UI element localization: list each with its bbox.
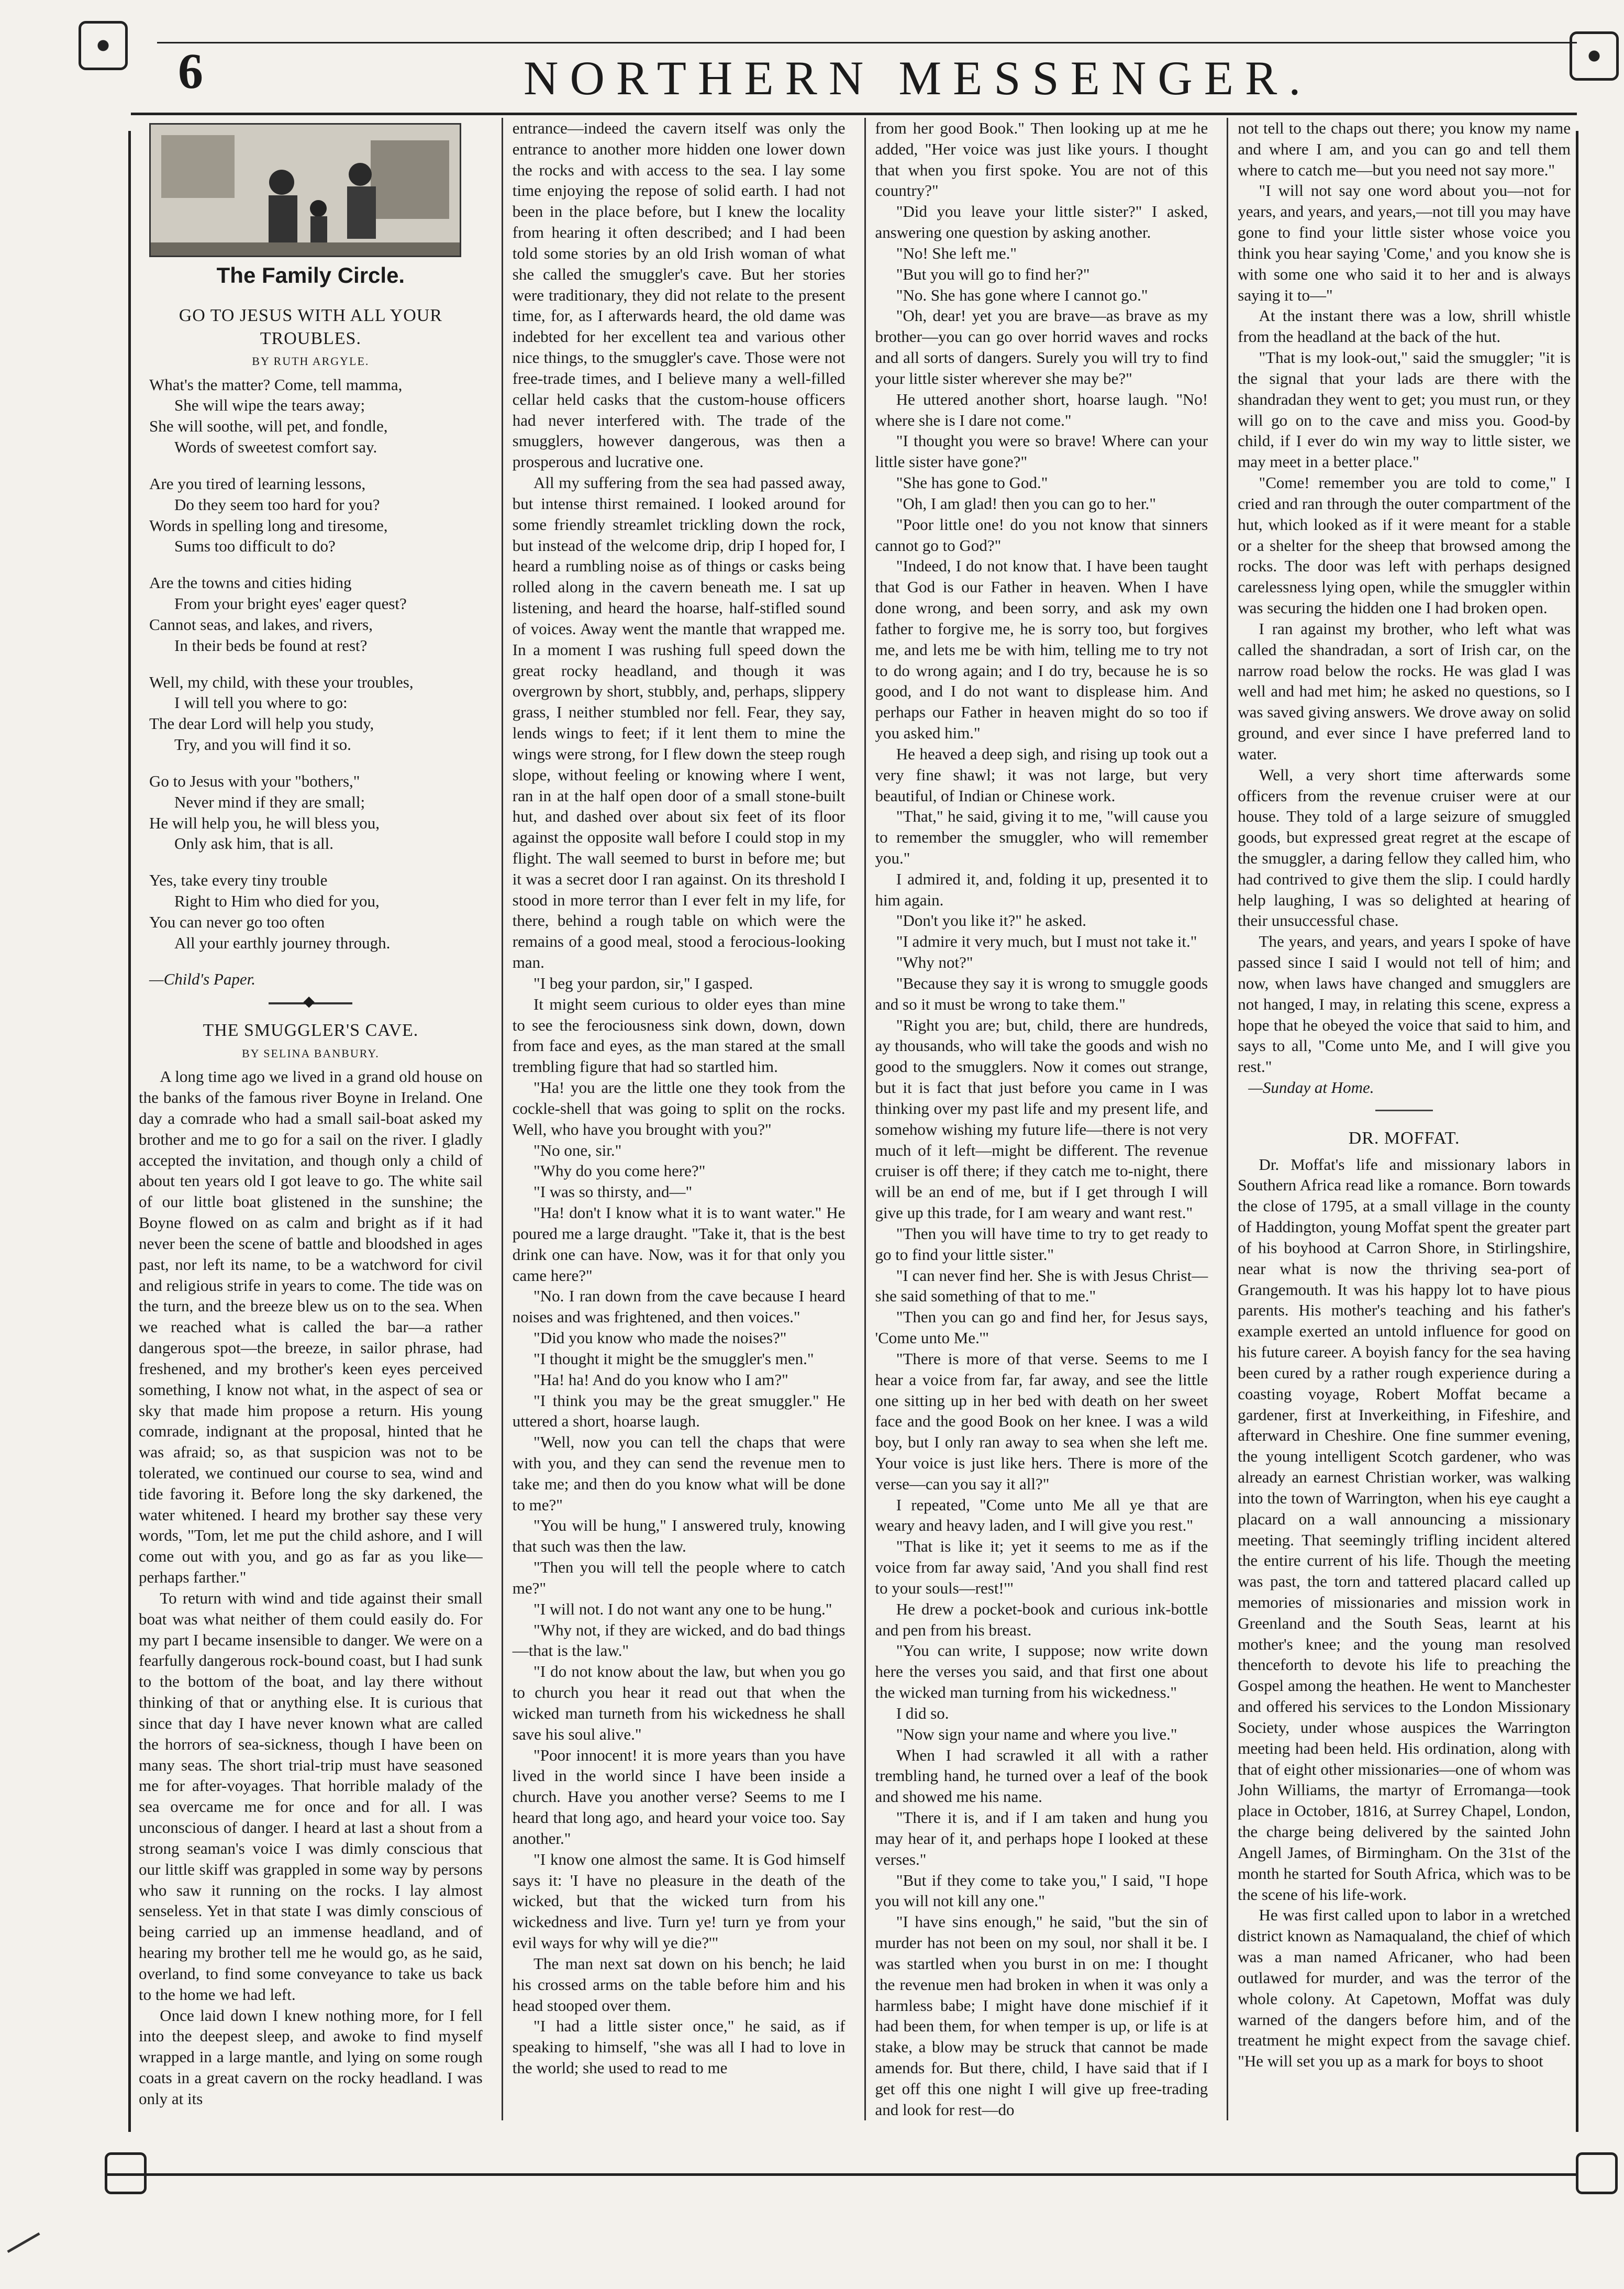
paragraph: At the instant there was a low, shrill whistle from the headland at the back of the hut. (1238, 306, 1571, 346)
poem-stanza (149, 870, 483, 953)
story-part-3 (875, 118, 1208, 2120)
poem-stanza (149, 572, 483, 656)
paragraph: "Why do you come here?" (533, 1162, 706, 1180)
poem-author: BY RUTH ARGYLE. (252, 355, 370, 368)
left-border (128, 131, 131, 2132)
paragraph: "Then you will have time to try to get ready to go to find your little sister." (875, 1224, 1208, 1264)
moffat-article (1238, 1154, 1571, 2072)
paragraph: When I had scrawled it all with a rather trembling hand, he turned over a leaf of the book and showed me his name. (875, 1745, 1208, 1806)
paragraph: "I think you may be the great smuggler." He uttered a short, hoarse laugh. (512, 1391, 846, 1431)
separator (1375, 1110, 1433, 1111)
paragraph: "Ha! don't I know what it is to want water." He poured me a large draught. "Take it, that is the best drink one can have. Now, was it for that only you came here?" (512, 1203, 846, 1285)
paragraph: "Well, now you can tell the chaps that were with you, and they can send the revenue men to take me; and then do you know what will be done to me?" (512, 1433, 846, 1514)
paragraph: "Ha! ha! And do you know who I am?" (533, 1370, 788, 1389)
paragraph: "Ha! you are the little one they took from the cockle-shell that was going to split on the rocks. Well, who have you brought with you?" (512, 1078, 846, 1138)
poem-line: Words in spelling long and tiresome, (149, 516, 388, 535)
paragraph: "There it is, and if I am taken and hung you may hear of it, and perhaps hope I looked at these verses." (875, 1808, 1208, 1868)
paragraph: He heaved a deep sigh, and rising up took out a very fine shawl; it was not large, but very beautiful, of Indian or Chinese work. (875, 744, 1208, 805)
paragraph: "Did you know who made the noises?" (533, 1329, 787, 1347)
paragraph: I did so. (896, 1704, 949, 1722)
paragraph: I ran against my brother, who left what was called the shandradan, a sort of Irish car, on the narrow road below the rocks. He was glad I was well and had met him; he asked no questions, so I was saved giving answers. We drove away on solid ground, and ever since I have preferred land to water. (1238, 619, 1571, 763)
paragraph: "No. I ran down from the cave because I heard noises and was frightened, and then voices." (512, 1287, 846, 1326)
paragraph: "Oh, dear! yet you are brave—as brave as my brother—you can go over horrid waves and rocks and all sorts of dangers. Surely you will try to find your little sister wherever she may be?" (875, 306, 1208, 388)
paragraph: "She has gone to God." (896, 473, 1048, 492)
page-mark (7, 2232, 40, 2253)
poem-line: Words of sweetest comfort say. (174, 438, 377, 457)
story-title: THE SMUGGLER'S CAVE. (203, 1021, 419, 1041)
paragraph: not tell to the chaps out there; you know my name and where I am, and you can go and tell them where to catch me—but you need not say more." (1238, 119, 1571, 179)
paragraph: He drew a pocket-book and curious ink-bottle and pen from his breast. (875, 1599, 1208, 1639)
poem-line: Try, and you will find it so. (174, 735, 351, 754)
paragraph: A long time ago we lived in a grand old house on the banks of the famous river Boyne in Ireland. One day a comrade who had a small sail-boat asked my brother and me to go for a sail on the river. I gladly accepted the invitation, and though only a child of about ten years old I got leave to go. The white sail of our little boat glistened in the sunshine; the Boyne flowed on as calm and bright as if it had never been the scene of battle and bloodshed in ages past, nor left its name, to be a watchword for civil and religious strife in years to come. The tide was on the turn, and the breeze blew us on to the sea. When we reached what is called the bar—a rather dangerous spot—the breeze, in sailor phrase, had freshened, and my brother's keen eyes perceived something, I know not what, in the aspect of sea or sky that made him propose a return. His young comrade, indignant at the proposal, hinted that he was afraid; so, as that suspicion was not to be tolerated, we continued our course to sea, wind and tide favoring it. Before long the sky darkened, the water whitened. I heard my brother say these very words, "Tom, let me put the child ashore, and I will come out with you, and go as far as you like—perhaps farther." (139, 1067, 483, 1587)
poem-line: Yes, take every tiny trouble (149, 871, 328, 890)
paragraph: All my suffering from the sea had passed away, but intense thirst remained. I looked around for some friendly streamlet trickling down the rock, but instead of the welcome drip, drip I hoped for, I heard a rumbling noise as of things or casks being rolled along in the cavern beneath me. I sat up listening, and heard the hoarse, half-stifled sound of voices. Away went the mantle that wrapped me. In a moment I was rushing full speed down the great rocky headland, and though it was overgrown by short, stubbly, and, perhaps, slippery grass, I neither stumbled nor fell. Fear, they say, lends wings to feet; if it lent them to mine the wings were strong, for I flew down the steep rough slope, without feeling or knowing where I went, ran in at the half open door of a small stone-built hut, and dashed over about six feet of its floor against the opposite wall before I could stop in my flight. The wall seemed to burst in before me; but it was a secret door I ran against. On its threshold I stood in more terror than I ever felt in my life, for there, behind a rough table on which were the remains of a good meal, stood a ferocious-looking man. (512, 473, 846, 972)
column-1 (139, 118, 483, 2120)
paragraph: The man next sat down on his bench; he laid his crossed arms on the table before him and his head stooped over them. (512, 1954, 846, 2015)
poem-line: From your bright eyes' eager quest? (174, 594, 407, 613)
bottom-left-ornament (105, 2152, 147, 2194)
poem-line: Well, my child, with these your troubles, (149, 672, 414, 691)
paragraph: "I can never find her. She is with Jesus Christ—she said something of that to me." (875, 1266, 1208, 1306)
paragraph: He was first called upon to labor in a wretched district known as Namaqualand, the chief of which was a man named Africaner, who had been outlawed for murder, and was the terror of the whole colony. At Capetown, Moffat was duly warned of the dangers before him, and of the treatment he might expect from the savage chief. "He will set you up as a mark for boys to shoot (1238, 1906, 1571, 2071)
paragraph: "Why not?" (896, 953, 973, 972)
top-left-ornament (79, 21, 128, 70)
paragraph: "Right you are; but, child, there are hundreds, ay thousands, who will take the goods and wish no good to the smugglers. Now it comes out strange, but it is fact that just before you came in I was thinking over my past life and my present life, and somehow wishing my future life—there is not very much of it left—might be different. The revenue cruiser is off there; if they catch me to-night, there will be an end of me, but if I get through I will give up this trade, for I am weary and want rest." (875, 1015, 1208, 1222)
paragraph: "Indeed, I do not know that. I have been taught that God is our Father in heaven. When I have done wrong, and been sorry, and ask my own father to forgive me, he is sorry too, but forgives me, and lets me be with him, telling me to try not to do wrong again; and I do try, because he is so good, and I do not want to displease him. And perhaps our Father in heaven might do so too if you asked him." (875, 557, 1208, 743)
poem-stanza (149, 771, 483, 854)
paragraph: It might seem curious to older eyes than mine to see the ferociousness sink down, down, down from face and eyes, as the man stared at the small trembling figure that had so startled him. (512, 994, 846, 1076)
poem-source: —Child's Paper. (149, 970, 255, 989)
paragraph: "No! She left me." (896, 244, 1017, 262)
bottom-border (105, 2173, 1577, 2176)
paragraph: "I had a little sister once," he said, as if speaking to himself, "she was all I had to love in the world; she used to read to me (512, 2017, 846, 2077)
paragraph: "I thought it might be the smuggler's men." (533, 1349, 814, 1368)
paragraph: "I will not. I do not want any one to be hung." (533, 1599, 832, 1618)
poem-line: All your earthly journey through. (174, 933, 391, 952)
poem-stanza (149, 672, 483, 755)
poem-line: Are you tired of learning lessons, (149, 474, 366, 493)
paragraph: "I will not say one word about you—not for years, and years, and years,—not till you may have gone to find your little sister whose voice you think you hear saying 'Come,' and you know she is with some one who said it to her and is always saying it to—" (1238, 181, 1571, 304)
paragraph: "That is like it; yet it seems to me as if the voice from far away said, 'And you shall find rest to your souls—rest!'" (875, 1537, 1208, 1597)
poem-line: Go to Jesus with your "bothers," (149, 771, 360, 790)
paragraph: "I was so thirsty, and—" (533, 1182, 693, 1201)
paragraph: "Come! remember you are told to come," I cried and ran through the outer compartment of the hut, which looked as if it were meant for a stable or a shelter for the sheep that browsed among the rocks. The door was left with perhaps designed carelessness lying open, while the smuggler within was securing the hidden one I had broken open. (1238, 473, 1571, 617)
moffat-title: DR. MOFFAT. (1348, 1128, 1460, 1148)
paragraph: "But if they come to take you," I said, "I hope you will not kill any one." (875, 1871, 1208, 1910)
poem-stanza (149, 374, 483, 458)
paragraph: "That," he said, giving it to me, "will cause you to remember the smuggler, who will remember you." (875, 807, 1208, 867)
poem-line: Only ask him, that is all. (174, 834, 333, 853)
paragraph: I repeated, "Come unto Me all ye that are weary and heavy laden, and I will give you rest." (875, 1495, 1208, 1535)
column-3 (864, 118, 1208, 2120)
paragraph: "Because they say it is wrong to smuggle goods and so it must be wrong to take them." (875, 974, 1208, 1013)
paragraph: "I beg your pardon, sir," I gasped. (533, 974, 753, 992)
separator (269, 1002, 352, 1004)
right-border (1576, 131, 1578, 2132)
poem-line: Are the towns and cities hiding (149, 573, 352, 592)
poem-stanzas (139, 374, 483, 954)
poem-line: He will help you, he will bless you, (149, 813, 380, 832)
paragraph: "Poor little one! do you not know that sinners cannot go to God?" (875, 515, 1208, 555)
top-border (131, 113, 1577, 115)
paragraph: Once laid down I knew nothing more, for I fell into the deepest sleep, and awoke to find myself wrapped in a large mantle, and lying on some rough coats in a great cavern on the rocky headland. I was only at its (139, 2006, 483, 2108)
paragraph: from her good Book." Then looking up at me he added, "Her voice was just like yours. I thought that when you first spoke. You are not of this country?" (875, 119, 1208, 200)
poem-line: What's the matter? Come, tell mamma, (149, 375, 403, 394)
paragraph: "Why not, if they are wicked, and do bad things—that is the law." (512, 1620, 846, 1660)
paragraph: "Oh, I am glad! then you can go to her." (896, 494, 1156, 513)
paragraph: Well, a very short time afterwards some officers from the revenue cruiser were at our house. They told of a large seizure of smuggled goods, but expressed great regret at the escape of the smuggler, a daring fellow they called him, who had contrived to give them the slip. I could hardly help laughing, I was so delighted at hearing of their unsuccessful chase. (1238, 765, 1571, 930)
poem-line: Cannot seas, and lakes, and rivers, (149, 615, 373, 634)
article-columns (139, 118, 1571, 2119)
story-author: BY SELINA BANBURY. (241, 1047, 380, 1060)
paragraph: "You will be hung," I answered truly, knowing that such was then the law. (512, 1516, 846, 1556)
family-scene-image (151, 125, 460, 256)
poem-line: Never mind if they are small; (174, 792, 365, 811)
paragraph: entrance—indeed the cavern itself was only the entrance to another more hidden one lower down the rocks and with access to the sea. I lay some time enjoying the repose of solid earth. I had not been in the place before, but I knew the locality from hearing it often described; and I had been told some stories by an old Irish woman of what she called the smuggler's cave. But her stories were traditionary, they did not relate to the present time, for, as I afterwards heard, the old dame was indebted for her excellent tea and various other nice things, to the smuggler's cave. Those were not free-trade times, and I believe many a well-filled cellar held casks that the custom-house officers had never interfered with. The trade of the smugglers, however dangerous, was then a prosperous and lucrative one. (512, 119, 846, 471)
paragraph: I admired it, and, folding it up, presented it to him again. (875, 869, 1208, 909)
top-right-ornament (1570, 31, 1619, 81)
poem-line: You can never go too often (149, 912, 325, 931)
paragraph: "I admire it very much, but I must not take it." (896, 932, 1197, 951)
story-part-2 (513, 118, 846, 2078)
paragraph: "No one, sir." (533, 1141, 622, 1159)
column-4 (1227, 118, 1571, 2120)
section-title: The Family Circle. (216, 263, 405, 287)
paragraph: "You can write, I suppose; now write down here the verses you said, and that first one about the wicked man turning from his wickedness." (875, 1641, 1208, 1702)
paragraph: "That is my look-out," said the smuggler; "it is the signal that your lads are there with the shandradan they went to get; you must run, or they will go on to the cave and miss you. Good-by child, if I ever do win my way to little sister, we may meet in a better place." (1238, 348, 1571, 471)
poem-line: I will tell you where to go: (174, 693, 348, 712)
poem-line: The dear Lord will help you study, (149, 714, 374, 733)
paragraph: The years, and years, and years I spoke of have passed since I said I would not tell of him; and now, when laws have changed and smugglers are not hanged, I may, in relating this scene, express a hope that he obeyed the voice that said to him, and says to all, "Come unto Me, and I will give you rest." (1238, 932, 1571, 1076)
poem-line: She will soothe, will pet, and fondle, (149, 417, 388, 436)
top-border-upper (157, 42, 1577, 43)
paragraph: "Don't you like it?" he asked. (896, 911, 1087, 930)
paragraph: To return with wind and tide against their small boat was what neither of them could easily do. For my part I became insensible to danger. We were on a fearfully dangerous rock-bound coast, but I had sunk to the bottom of the boat, and lay there without thinking of that or anything else. It is curious that since that day I have never known what are called the horrors of sea-sickness, though I have been on many seas. The short trial-trip must have seasoned me for after-voyages. That horrible malady of the sea overcame me for once and for all. I was unconscious of danger. I heard at last a shout from a strong seaman's voice I was dimly conscious that our little skiff was grappled in some way by persons who saw it running on the rocks. I lay almost senseless. Yet in that state I was dimly conscious of being carried up an immense headland, and of hearing my brother tell me he would go, as he said, overland, to find some conveyance to take us back to the home we had left. (139, 1588, 483, 2004)
page-number: 6 (178, 43, 203, 99)
paragraph: Dr. Moffat's life and missionary labors in Southern Africa read like a romance. Born towards the close of 1795, at a small village in the county of Haddington, young Moffat spent the greater part of his boyhood at Carron Shore, in Stirlingshire, near what is now the thriving sea-port of Grangemouth. It was his happy lot to have pious parents. His mother's teaching and his father's example exerted an untold influence for good on his future career. A boyish fancy for the sea having been cured by a rather rough experience during a coasting voyage, Robert Moffat became a gardener, first at Inverkeithing, in Fifeshire, and afterward in Cheshire. One fine summer evening, the young intelligent Scotch gardener, who was already an earnest Christian worker, was walking into the town of Warrington, when his eye caught a placard on a wall announcing a missionary meeting. That seemingly trifling incident altered the entire current of his life. Though the meeting was past, the torn and tattered placard called up memories of missionaries and mission work in Greenland and the South Seas, learnt at his mother's knee; and the young man resolved thenceforth to devote his life to preaching the Gospel among the heathen. He went to Manchester and offered his services to the London Missionary Society, under whose auspices the Warrington meeting had been held. His ordination, along with that of eight other missionaries—one of whom was John Williams, the martyr of Erromanga—took place in October, 1816, at Surrey Chapel, London, the charge being delivered by the sainted John Angell James, of Birmingham. On the 31st of the month he started for South Africa, which was to be the scene of his life-work. (1238, 1155, 1571, 1904)
paragraph: "Did you leave your little sister?" I asked, answering one question by asking another. (875, 202, 1208, 242)
poem-line: Do they seem too hard for you? (174, 495, 380, 514)
paragraph: "Now sign your name and where you live." (896, 1724, 1177, 1743)
paragraph: "I know one almost the same. It is God himself says it: 'I have no pleasure in the death of the wicked, but that the wicked turn from his wickedness and live. Turn ye! turn ye from your evil ways for why will ye die?'" (512, 1850, 846, 1952)
paragraph: "Then you will tell the people where to catch me?" (512, 1558, 846, 1597)
story-source: —Sunday at Home. (1248, 1078, 1374, 1097)
paragraph: "But you will go to find her?" (896, 264, 1090, 283)
paragraph: He uttered another short, hoarse laugh. "No! where she is I dare not come." (875, 390, 1208, 429)
column-2 (502, 118, 846, 2120)
paragraph: "I thought you were so brave! Where can your little sister have gone?" (875, 432, 1208, 471)
family-circle-illustration (149, 123, 461, 257)
poem-line: Right to Him who died for you, (174, 892, 380, 910)
story-part-4 (1238, 118, 1571, 1077)
poem-title: GO TO JESUS WITH ALL YOUR TROUBLES. (179, 305, 442, 348)
bottom-right-ornament (1576, 2152, 1618, 2194)
poem-stanza (149, 473, 483, 557)
poem-line: In their beds be found at rest? (174, 636, 368, 655)
masthead-title: NORTHERN MESSENGER. (524, 51, 1312, 105)
story-part-1 (139, 1066, 483, 2109)
poem-line: Sums too difficult to do? (174, 537, 336, 556)
paragraph: "I have sins enough," he said, "but the sin of murder has not been on my soul, nor shall it be. I was startled when you burst in on me: I thought the revenue men had broken in when it was only a harmless babe; I might have done mischief if it had been them, for when temper is up, or life is at stake, a blow may be struck that cannot be made amends for. But there, child, I have said that if I get off this one night I will give up free-trading and look for rest—do (875, 1912, 1208, 2119)
paragraph: "I do not know about the law, but when you go to church you hear it read out that when the wicked man turneth from his wickedness he shall save his soul alive." (512, 1662, 846, 1743)
poem-line: She will wipe the tears away; (174, 396, 365, 415)
paragraph: "Poor innocent! it is more years than you have lived in the world since I have been inside a church. Have you another verse? Seems to me I heard that long ago, and heard your voice too. Say another." (512, 1745, 846, 1848)
paragraph: "Then you can go and find her, for Jesus says, 'Come unto Me.'" (875, 1308, 1208, 1347)
paragraph: "There is more of that verse. Seems to me I hear a voice from far, far away, and see the little one sitting up in her bed with death on her sweet face and the good Book on her knee. I was a wild boy, but I only ran away to sea when she left me. Your voice is just like hers. There is more of the verse—can you say it all?" (875, 1349, 1208, 1493)
paragraph: "No. She has gone where I cannot go." (896, 285, 1148, 304)
